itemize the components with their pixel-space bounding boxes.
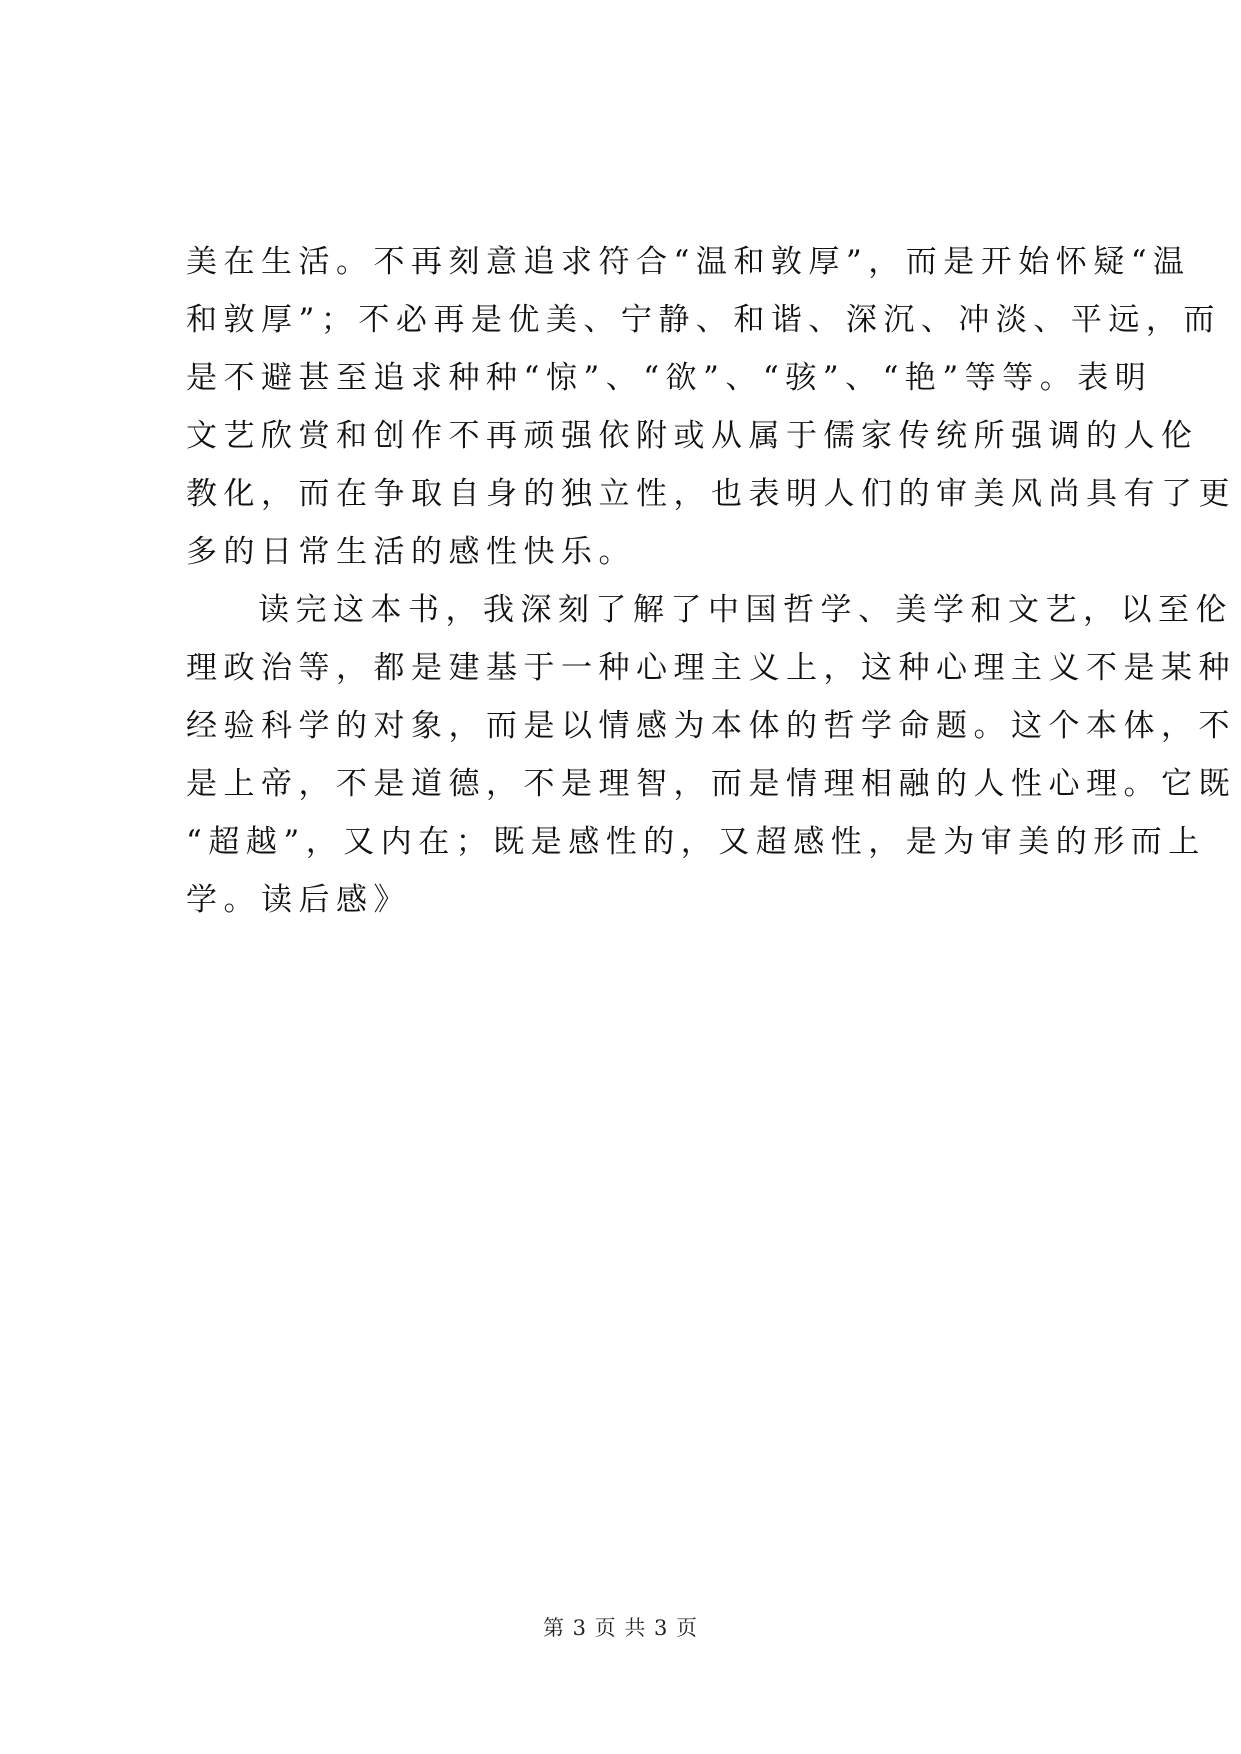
text-line: 学。读后感》	[186, 882, 411, 918]
text-line: 美在生活。不再刻意追求符合“温和敦厚”，而是开始怀疑“温	[186, 244, 1191, 280]
text-line: 多的日常生活的感性快乐。	[186, 534, 636, 570]
page-number-footer: 第 3 页 共 3 页	[542, 1616, 699, 1640]
text-line: 是不避甚至追求种种“惊”、“欲”、“骇”、“艳”等等。表明	[186, 360, 1153, 396]
text-line: 读完这本书，我深刻了解了中国哲学、美学和文艺，以至伦	[258, 592, 1233, 628]
text-line: 教化，而在争取自身的独立性，也表明人们的审美风尚具有了更	[186, 476, 1236, 512]
paragraph-2	[186, 581, 1236, 929]
text-line: 是上帝，不是道德，不是理智，而是情理相融的人性心理。它既	[186, 766, 1236, 802]
text-line: 理政治等，都是建基于一种心理主义上，这种心理主义不是某种	[186, 650, 1236, 686]
paragraph-1	[186, 233, 1236, 581]
text-line: “超越”，又内在；既是感性的，又超感性，是为审美的形而上	[186, 824, 1206, 860]
document-body	[186, 233, 1236, 929]
text-line: 和敦厚”；不必再是优美、宁静、和谐、深沉、冲淡、平远，而	[186, 302, 1221, 338]
text-line: 经验科学的对象，而是以情感为本体的哲学命题。这个本体，不	[186, 708, 1236, 744]
text-line: 文艺欣赏和创作不再顽强依附或从属于儒家传统所强调的人伦	[186, 418, 1199, 454]
